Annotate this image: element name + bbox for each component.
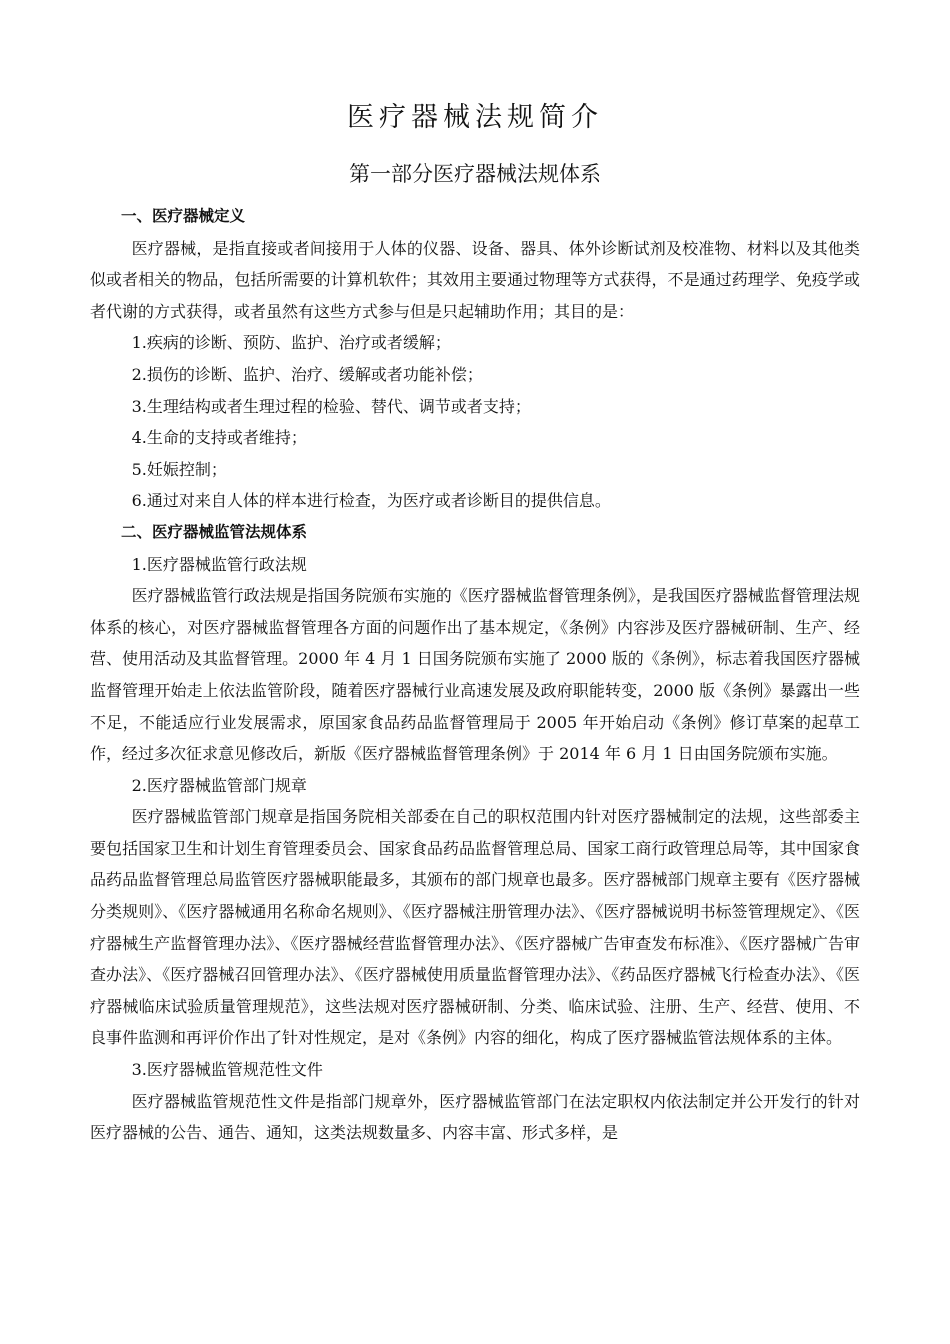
list-item: 3.生理结构或者生理过程的检验、替代、调节或者支持； (131, 396, 531, 416)
subsection-paragraph: 医疗器械监管行政法规是指国务院颁布实施的《医疗器械监督管理条例》，是我国医疗器械监督管理法规体系的核心，对医疗器械监督管理各方面的问题作出了基本规定，《条例》内容涉及医疗器械研制、生产、经营、使用活动及其监督管理。2000 年 4 月 1 日国务院颁布实施了 2000 版的《条例》，标志着我国医疗器械监督管理开始走上依法监管阶段，随着医疗器械行业高速发展及政府职能转变，2000 版《条例》暴露出一些不足，不能适应行业发展需求，原国家食品药品监督管理局于 2005 年开始启动《条例》修订草案的起草工作，经过多次征求意见修改后，新版《医疗器械监督管理条例》于 2014 年 6 月 1 日由国务院颁布实施。 (90, 586, 860, 764)
subsection-paragraph: 医疗器械监管部门规章是指国务院相关部委在自己的职权范围内针对医疗器械制定的法规，这些部委主要包括国家卫生和计划生育管理委员会、国家食品药品监督管理总局、国家工商行政管理总局等，其中国家食品药品监督管理总局监管医疗器械职能最多，其颁布的部门规章也最多。医疗器械部门规章主要有《医疗器械分类规则》、《医疗器械通用名称命名规则》、《医疗器械注册管理办法》、《医疗器械说明书标签管理规定》、《医疗器械生产监督管理办法》、《医疗器械经营监督管理办法》、《医疗器械广告审查发布标准》、《医疗器械广告审查办法》、《医疗器械召回管理办法》、《医疗器械使用质量监督管理办法》、《药品医疗器械飞行检查办法》、《医疗器械临床试验质量管理规范》，这些法规对医疗器械研制、分类、临床试验、注册、生产、经营、使用、不良事件监测和再评价作出了针对性规定，是对《条例》内容的细化，构成了医疗器械监管法规体系的主体。 (90, 807, 860, 1048)
subsection-paragraph: 医疗器械监管规范性文件是指部门规章外，医疗器械监管部门在法定职权内依法制定并公开发行的针对医疗器械的公告、通告、通知，这类法规数量多、内容丰富、形式多样，是 (90, 1091, 860, 1143)
list-item: 5.妊娠控制； (131, 459, 227, 479)
document-body (90, 201, 860, 1149)
list-item: 2.损伤的诊断、监护、治疗、缓解或者功能补偿； (131, 364, 483, 384)
list-item: 1.疾病的诊断、预防、监护、治疗或者缓解； (131, 333, 451, 353)
section-heading: 一、医疗器械定义 (121, 207, 246, 225)
subsection-title: 3.医疗器械监管规范性文件 (131, 1060, 323, 1080)
definition-paragraph: 医疗器械，是指直接或者间接用于人体的仪器、设备、器具、体外诊断试剂及校准物、材料以及其他类似或者相关的物品，包括所需要的计算机软件；其效用主要通过物理等方式获得，不是通过药理学、免疫学或者代谢的方式获得，或者虽然有这些方式参与但是只起辅助作用；其目的是： (90, 238, 860, 321)
part-title: 第一部分医疗器械法规体系 (349, 162, 601, 186)
document-title: 医疗器械法规简介 (347, 102, 603, 133)
list-item: 4.生命的支持或者维持； (131, 428, 307, 448)
list-item: 6.通过对来自人体的样本进行检查，为医疗或者诊断目的提供信息。 (131, 491, 611, 511)
subsection-title: 2.医疗器械监管部门规章 (131, 775, 307, 795)
section-heading: 二、医疗器械监管法规体系 (121, 522, 308, 541)
subsection-title: 1.医疗器械监管行政法规 (131, 554, 307, 574)
